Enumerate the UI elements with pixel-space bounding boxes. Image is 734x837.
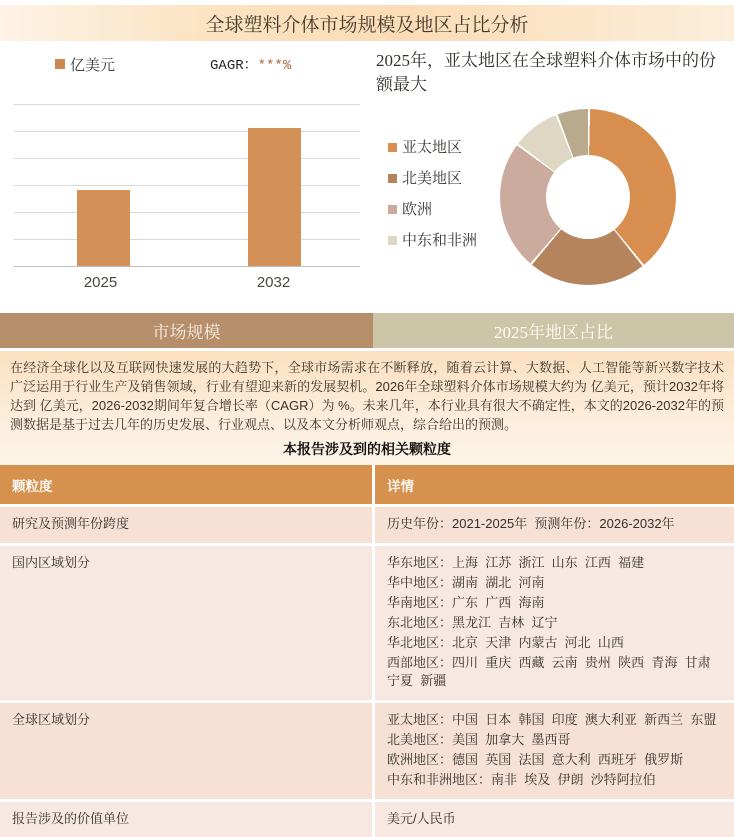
legend-square-icon xyxy=(388,174,397,183)
donut-legend xyxy=(376,109,478,285)
x-label-2032: 2032 xyxy=(256,274,291,291)
tab-bar xyxy=(0,313,734,348)
cagr-annotation xyxy=(210,54,291,74)
detail-line: 北美地区：美国 加拿大 墨西哥 xyxy=(387,732,571,748)
cell-detail-years xyxy=(375,507,734,543)
detail-line: 华北地区：北京 天津 内蒙古 河北 山西 xyxy=(387,634,624,650)
detail-line: 美元/人民币 xyxy=(387,810,456,826)
cell-granularity-years: 研究及预测年份跨度 xyxy=(0,507,372,543)
header-cell-granularity: 颗粒度 xyxy=(0,465,372,504)
donut-chart-wrap xyxy=(500,109,676,285)
cell-granularity-global: 全球区域划分 xyxy=(0,703,372,798)
bar-2032 xyxy=(248,128,301,266)
summary-section xyxy=(0,351,734,465)
bar-legend-label: 亿美元 xyxy=(70,56,116,74)
summary-paragraph: 在经济全球化以及互联网快速发展的大趋势下，全球市场需求在不断释放，随着云计算、大数据、人工智能等新兴数字技术广泛运用于行业生产及销售领域，行业有望迎来新的发展契机。2026年全球塑料介体市场规模大约为 亿美元，预计2032年将达到 亿美元，2026-2032期间年复合增长率（CAGR）为 %。未来几年，本行业具有很大不确定性，本文的2026-2032年的预测数据是基于过去几年的历史发展、行业观点、以及本文分析师观点，综合给出的预测。 xyxy=(10,360,724,433)
detail-line: 中东和非洲地区：南非 埃及 伊朗 沙特阿拉伯 xyxy=(387,771,656,787)
legend-square-icon xyxy=(388,205,397,214)
legend-label: 中东和非洲 xyxy=(402,232,478,250)
cell-detail-global xyxy=(375,703,734,798)
cell-granularity-domestic: 国内区域划分 xyxy=(0,546,372,700)
detail-line: 亚太地区：中国 日本 韩国 印度 澳大利亚 新西兰 东盟 xyxy=(387,712,717,728)
detail-line: 欧洲地区：德国 英国 法国 意大利 西班牙 俄罗斯 xyxy=(387,751,684,767)
detail-line: 华中地区：湖南 湖北 河南 xyxy=(387,575,545,591)
table-title: 本报告涉及到的相关颗粒度 xyxy=(283,441,451,458)
tab-region-share[interactable]: 2025年地区占比 xyxy=(373,313,734,348)
legend-square-icon xyxy=(55,59,65,69)
detail-line: 东北地区：黑龙江 吉林 辽宁 xyxy=(387,614,558,630)
donut-row xyxy=(376,109,724,285)
legend-item-europe xyxy=(388,201,478,219)
legend-label: 欧洲 xyxy=(402,201,433,219)
granularity-table xyxy=(0,465,734,837)
legend-item-apac xyxy=(388,139,478,157)
cell-granularity-unit: 报告涉及的价值单位 xyxy=(0,802,372,837)
legend-item-mea xyxy=(388,232,478,250)
header-cell-detail: 详情 xyxy=(375,465,734,504)
page-title-text: 全球塑料介体市场规模及地区占比分析 xyxy=(205,14,529,36)
bar-x-axis xyxy=(14,274,360,291)
detail-line: 西部地区：四川 重庆 西藏 云南 贵州 陕西 青海 甘肃 宁夏 新疆 xyxy=(387,654,718,689)
tab-market-size[interactable]: 市场规模 xyxy=(0,313,373,348)
bar-chart-panel xyxy=(0,41,372,307)
donut-heading: 2025年，亚太地区在全球塑料介体市场中的份额最大 xyxy=(376,51,716,95)
cagr-label: GAGR： xyxy=(210,58,258,74)
detail-line: 华南地区：广东 广西 海南 xyxy=(387,594,545,610)
detail-line: 华东地区：上海 江苏 浙江 山东 江西 福建 xyxy=(387,555,645,571)
legend-label: 亚太地区 xyxy=(402,139,463,157)
cell-detail-domestic xyxy=(375,546,734,700)
bar-chart-plot xyxy=(14,104,360,267)
legend-square-icon xyxy=(388,236,397,245)
donut-hole xyxy=(546,155,630,239)
cagr-value: ***% xyxy=(257,58,292,74)
legend-square-icon xyxy=(388,143,397,152)
bar-chart-legend xyxy=(14,54,360,74)
legend-item-north-america xyxy=(388,170,478,188)
legend-label: 北美地区 xyxy=(402,170,463,188)
cell-detail-unit xyxy=(375,802,734,837)
x-label-2025: 2025 xyxy=(83,274,118,291)
page-title xyxy=(0,5,734,41)
detail-line: 历史年份：2021-2025年 预测年份：2026-2032年 xyxy=(387,516,675,532)
bar-2025 xyxy=(77,190,130,266)
charts-section xyxy=(0,41,734,307)
donut-chart-panel xyxy=(372,41,734,307)
